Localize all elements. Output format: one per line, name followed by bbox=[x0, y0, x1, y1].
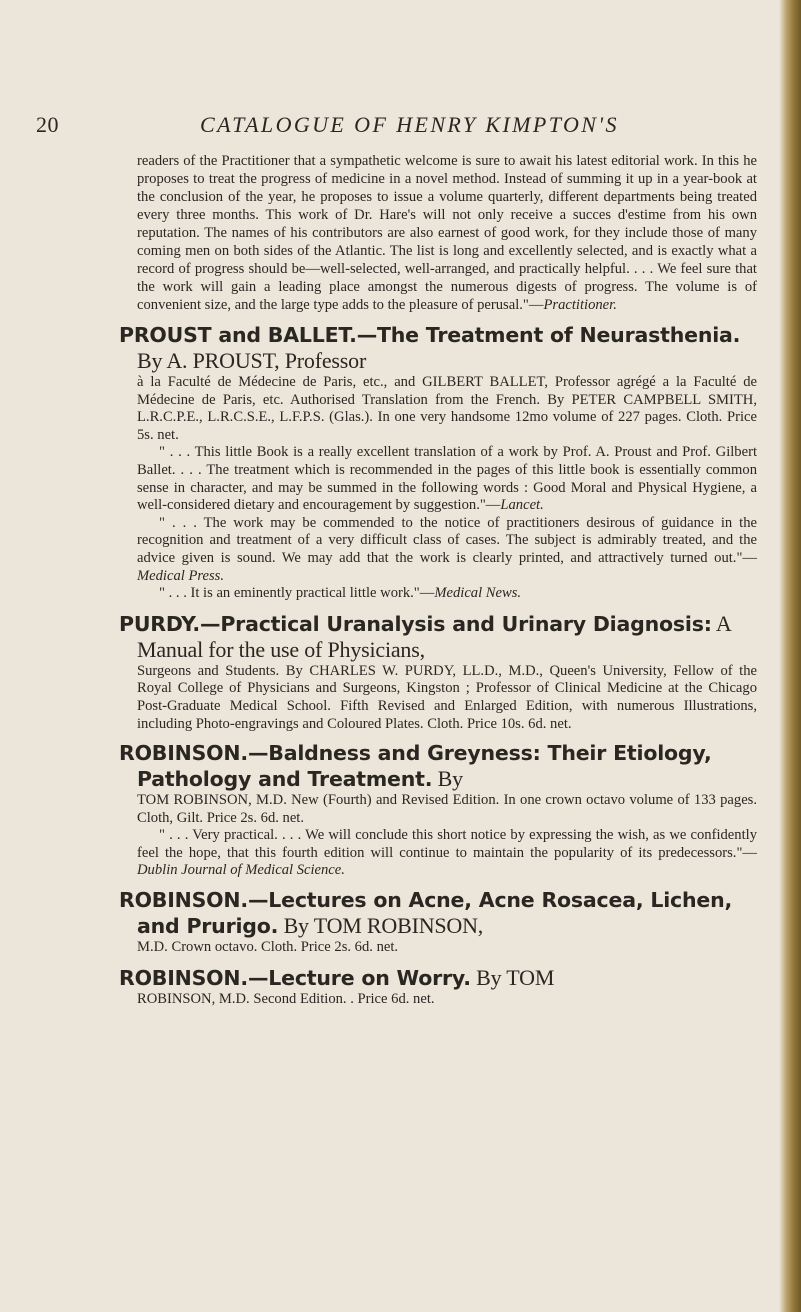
catalogue-entry-robinson-acne bbox=[119, 888, 757, 957]
entry-heading bbox=[119, 888, 757, 939]
entry-heading bbox=[119, 964, 757, 991]
entry-author: PURDY. bbox=[119, 611, 201, 636]
entry-author: PROUST and BALLET. bbox=[119, 323, 357, 347]
review-source: Medical Press. bbox=[137, 567, 224, 584]
entry-title-rest: A Manual for the use of Physicians, bbox=[137, 610, 731, 662]
entry-title-rest: By bbox=[432, 766, 463, 792]
entry-description: à la Faculté de Médecine de Paris, etc., and GILBERT BALLET, Professor agrégé a la Faculté de Médecine de Paris, etc. Authorised Translation from the French. By PETER CAMPBELL SMITH, L.R.C.P.E., L.R.C.S.E., L.F.P.S. (Glas.). In one very handsome 12mo volume of 227 pages. Cloth. Price 5s. net. bbox=[137, 374, 757, 443]
entry-review bbox=[137, 444, 757, 514]
entry-title-rest: By A. PROUST, Professor bbox=[137, 348, 367, 373]
entry-review bbox=[137, 827, 757, 880]
catalogue-title: CATALOGUE OF HENRY KIMPTON'S bbox=[200, 112, 619, 137]
review-text: " . . . It is an eminently practical little work."— bbox=[159, 585, 435, 602]
entry-heading bbox=[119, 610, 757, 663]
review-source: Medical News. bbox=[434, 585, 522, 602]
entry-review bbox=[137, 515, 757, 585]
entry-description: M.D. Crown octavo. Cloth. Price 2s. 6d. net. bbox=[137, 939, 399, 956]
catalogue-entry-proust-ballet bbox=[119, 322, 757, 603]
entry-review bbox=[137, 585, 757, 603]
entry-title-rest: By TOM bbox=[470, 964, 555, 990]
catalogue-entry-robinson-worry bbox=[119, 964, 757, 1009]
entry-heading bbox=[119, 741, 757, 792]
book-page-edge bbox=[779, 0, 801, 1312]
entry-description: ROBINSON, M.D. Second Edition. . Price 6d. net. bbox=[137, 990, 435, 1007]
continued-review bbox=[137, 152, 757, 314]
catalogue-entry-purdy bbox=[119, 610, 757, 733]
review-source: Dublin Journal of Medical Science. bbox=[137, 862, 345, 879]
review-source: Lancet. bbox=[500, 497, 544, 514]
entry-title: —Baldness and Greyness: Their Etiology, Pathology and Treatment. bbox=[137, 741, 712, 792]
review-text: " . . . This little Book is a really excellent translation of a work by Prof. A. Proust and Prof. Gilbert Ballet. . . . The treatment which is recommended in the pages of this little book is essentially common sense in character, and may be summed in the following words : Good Moral and Physical Hygiene, a well-considered dietary and encouragement by suggestion."— bbox=[137, 444, 757, 514]
entry-description: TOM ROBINSON, M.D. New (Fourth) and Revised Edition. In one crown octavo volume of 133 pages. Cloth, Gilt. Price 2s. 6d. net. bbox=[137, 792, 757, 826]
page-number: 20 bbox=[36, 112, 59, 137]
entry-author: ROBINSON. bbox=[119, 965, 248, 990]
review-text: " . . . The work may be commended to the notice of practitioners desirous of guidance in the recognition and treatment of a very difficult class of cases. The subject is admirably treated, and the advice given is sound. We may add that the work is clearly printed, and attractively turned out."— bbox=[137, 514, 757, 566]
entry-title: —Practical Uranalysis and Urinary Diagnosis: bbox=[200, 611, 712, 636]
entry-heading bbox=[119, 322, 757, 374]
catalogue-entry-robinson-baldness bbox=[119, 741, 757, 880]
entry-title: —Lecture on Worry. bbox=[247, 965, 471, 990]
entry-title: —The Treatment of Neurasthenia. bbox=[356, 323, 741, 347]
continued-review-text: readers of the Practitioner that a sympathetic welcome is sure to await his latest editorial work. In this he proposes to treat the progress of medicine in a novel method. Instead of summing it up in a year-book at the conclusion of the year, he proposes to issue a volume quarterly, different departments being treated every three months. This work of Dr. Hare's will not only receive a succes d'estime from his own reputation. The names of his contributors are also earnest of good work, for they include those of many coming men on both sides of the Atlantic. The list is long and excellently selected, and is exactly what a record of progress should be—well-selected, well-arranged, and practically helpful. . . . We feel sure that the work will gain a leading place amongst the numerous digests of progress. The volume is of convenient size, and the large type adds to the pleasure of perusal."— bbox=[137, 153, 757, 313]
page-content bbox=[119, 152, 757, 1008]
entry-title: —Lectures on Acne, Acne Rosacea, Lichen, and Prurigo. bbox=[137, 888, 733, 939]
entry-description: Surgeons and Students. By CHARLES W. PURDY, LL.D., M.D., Queen's University, Fellow of the Royal College of Physicians and Surgeons, Kingston ; Professor of Clinical Medicine at the Chicago Post-Graduate Medical School. Fifth Revised and Enlarged Edition, with numerous Illustrations, including Photo-engravings and Coloured Plates. Cloth. Price 10s. 6d. net. bbox=[137, 662, 757, 732]
entry-title-rest: By TOM ROBINSON, bbox=[278, 913, 484, 939]
review-text: " . . . Very practical. . . . We will conclude this short notice by expressing the wish, as we confidently feel the hope, that this fourth edition will continue to maintain the popularity of its predecessors."— bbox=[137, 827, 757, 861]
review-source: Practitioner. bbox=[543, 297, 617, 313]
entry-author: ROBINSON. bbox=[119, 741, 248, 766]
entry-author: ROBINSON. bbox=[119, 888, 248, 913]
running-head bbox=[0, 112, 778, 142]
